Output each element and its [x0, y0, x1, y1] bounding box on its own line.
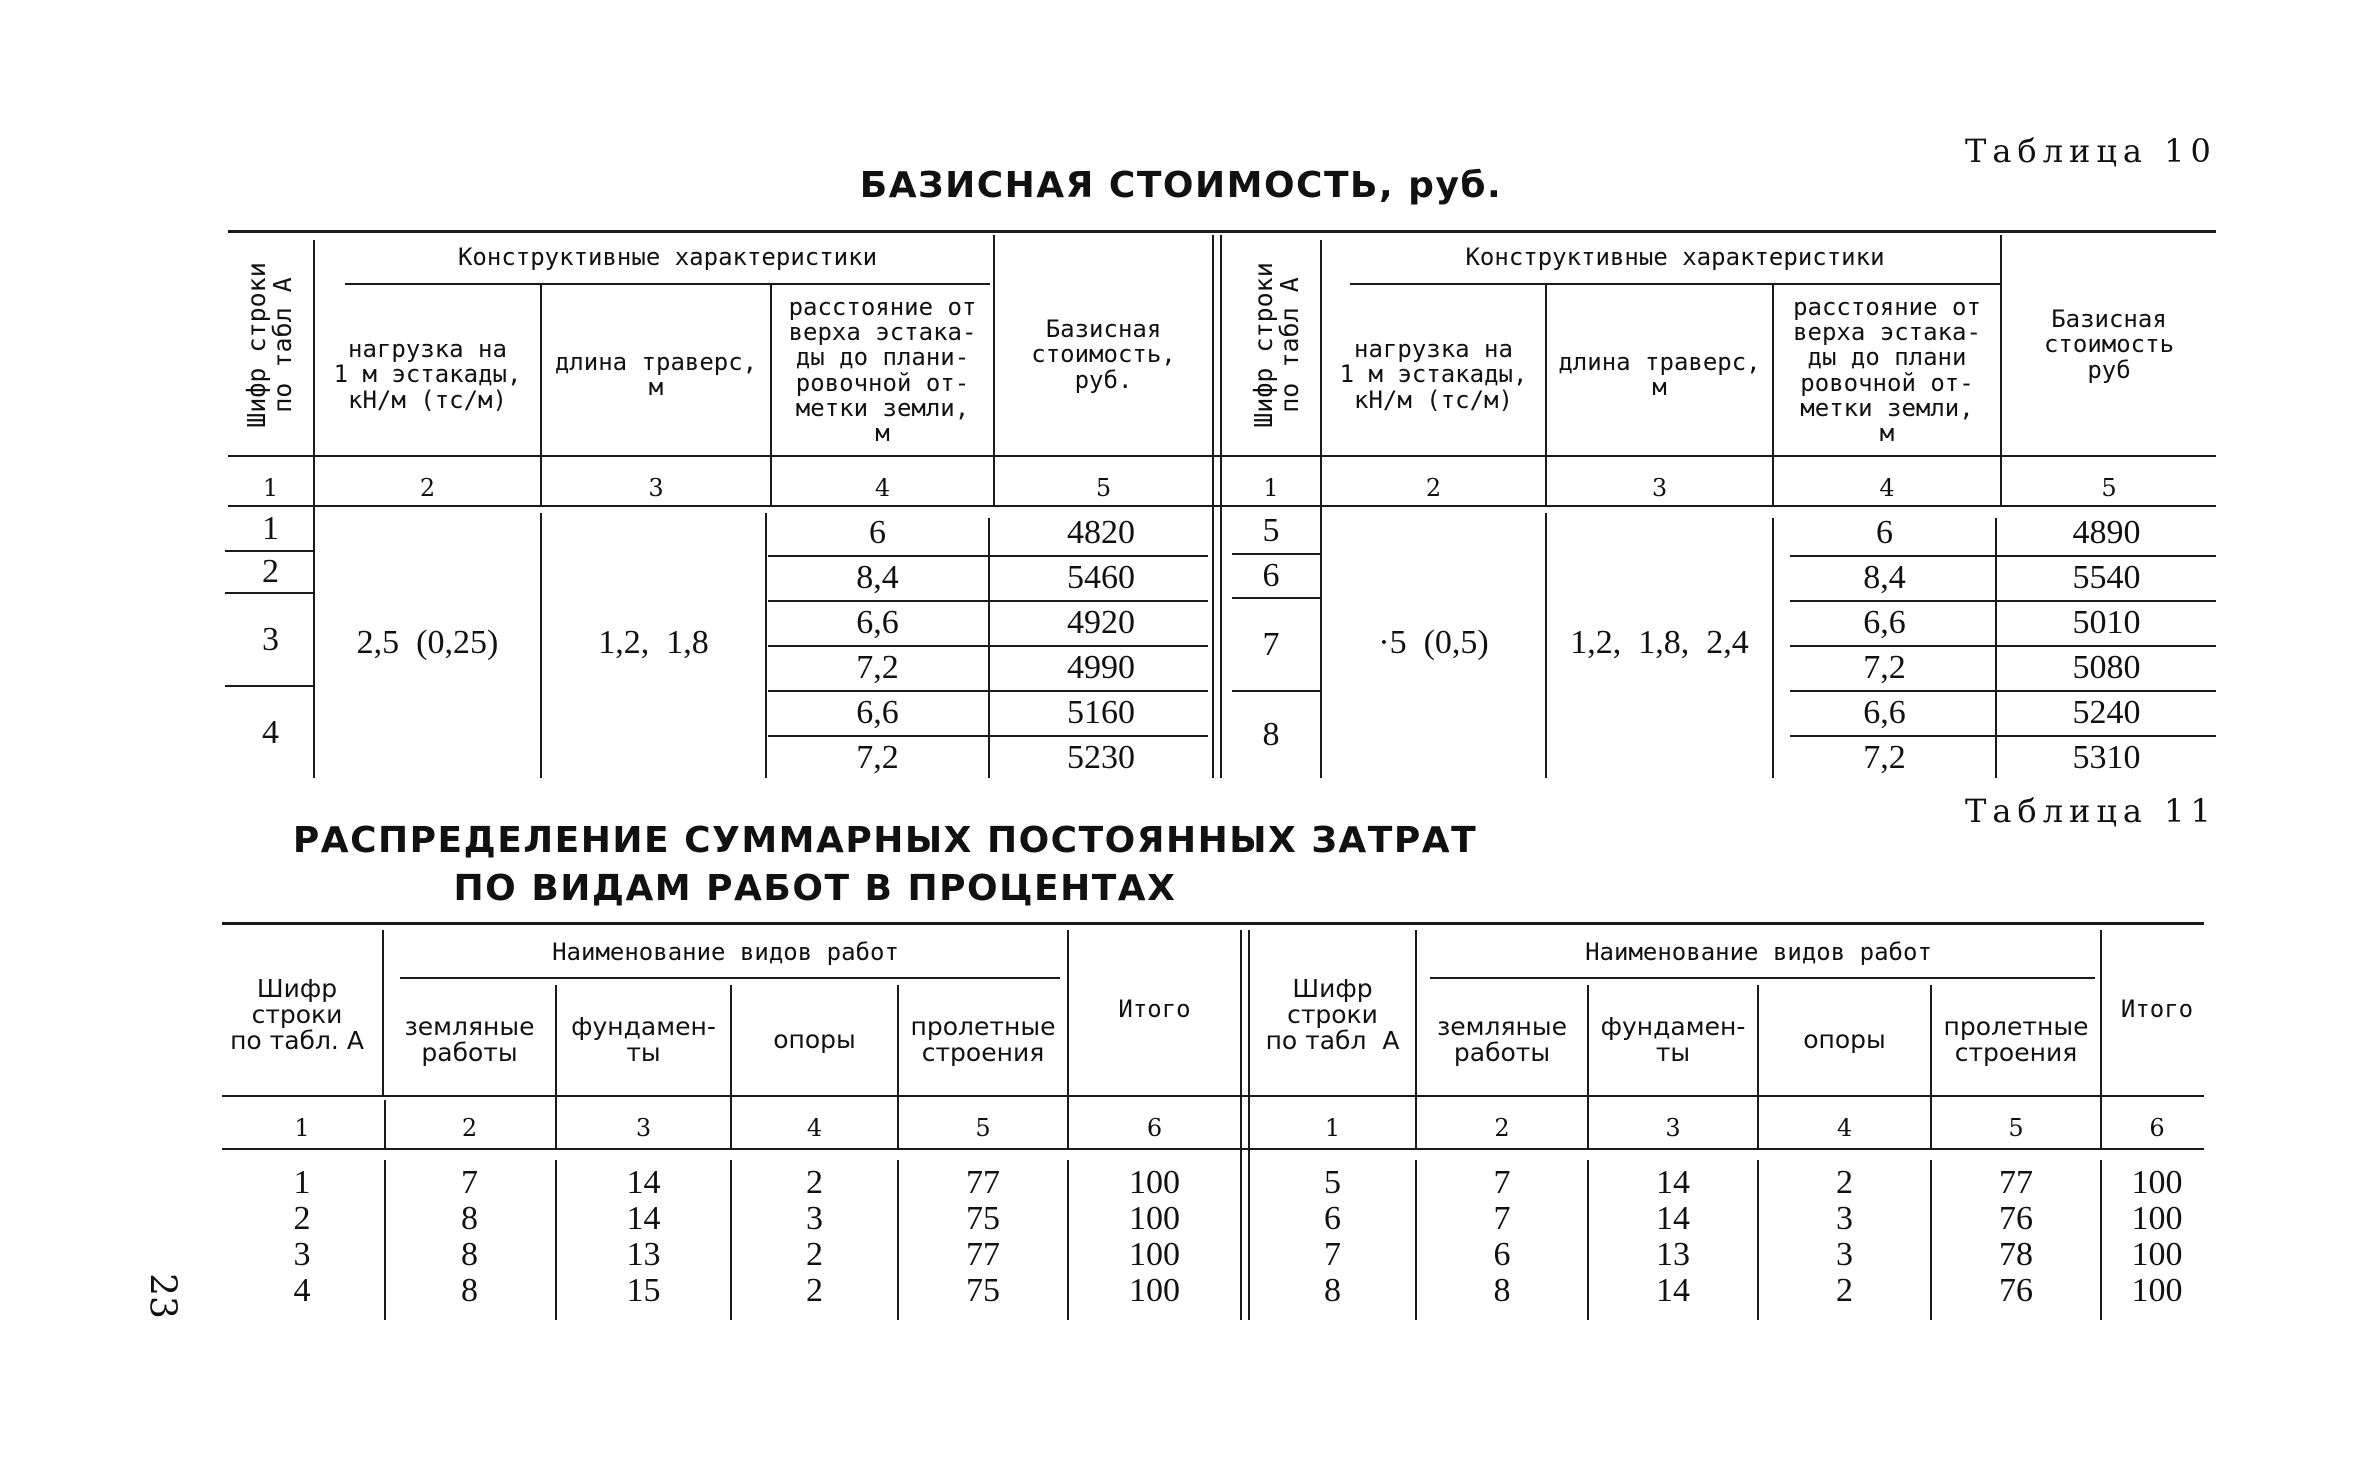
- col-number: 1: [1263, 473, 1279, 502]
- col-number: 4: [874, 473, 891, 502]
- table-10-label: Таблица 10: [1965, 132, 2217, 170]
- table-cell: 3: [806, 1200, 823, 1237]
- length-value: 1,2, 1,8: [598, 624, 709, 661]
- table-cell: 76: [1999, 1200, 2033, 1237]
- table-cell: 7: [461, 1164, 478, 1201]
- cost-value: 5010: [2072, 603, 2141, 641]
- table-10-top-rule: [228, 230, 2216, 233]
- length-value: 1,2, 1,8, 2,4: [1570, 624, 1749, 661]
- distance-value: 7,2: [1863, 738, 1906, 776]
- table-cell: 77: [966, 1164, 1000, 1201]
- table-cell: 100: [1129, 1164, 1180, 1201]
- table-11-right-group-header: Наименование видов работ: [1585, 938, 1932, 967]
- col-number: 6: [1146, 1113, 1163, 1142]
- table-11-left-col-supports: опоры: [773, 1024, 856, 1054]
- table-10-left-length-header: длина траверс, м: [554, 347, 758, 401]
- col-number: 5: [975, 1113, 991, 1142]
- table-cell: 100: [1129, 1272, 1180, 1309]
- cost-value: 4920: [1067, 603, 1135, 641]
- table-cell: 100: [2131, 1236, 2183, 1273]
- table-cell: 14: [1656, 1200, 1690, 1237]
- table-cell: 7: [1493, 1200, 1511, 1237]
- table-11-right-col-spans: пролетные строения: [1943, 1011, 2089, 1067]
- table-cell: 8: [1493, 1272, 1511, 1309]
- cost-value: 5460: [1067, 558, 1135, 596]
- table-11-left-total-header: Итого: [1118, 995, 1191, 1024]
- table-cell: 8: [461, 1236, 478, 1273]
- col-number: 2: [1425, 473, 1442, 502]
- table-10-title: БАЗИСНАЯ СТОИМОСТЬ, руб.: [859, 165, 1503, 206]
- row-code: 8: [1324, 1272, 1341, 1309]
- table-cell: 8: [461, 1200, 478, 1237]
- distance-value: 6,6: [1863, 693, 1906, 731]
- distance-value: 8,4: [856, 558, 899, 596]
- col-number: 6: [2149, 1113, 2165, 1142]
- distance-value: 7,2: [1863, 648, 1906, 686]
- table-10-left-group-rule: [345, 283, 990, 285]
- table-11-left-col-foundations: фундамен- ты: [571, 1011, 716, 1067]
- cost-value: 4990: [1067, 648, 1135, 686]
- cost-value: 5540: [2072, 558, 2141, 596]
- distance-value: 6,6: [856, 603, 899, 641]
- page-number: 23: [141, 1273, 183, 1319]
- table-10-numbers-rule: [228, 505, 2216, 507]
- col-number: 3: [635, 1113, 652, 1142]
- table-cell: 14: [1656, 1272, 1690, 1309]
- row-code: 2: [262, 553, 279, 590]
- row-code: 7: [1262, 625, 1280, 663]
- distance-value: 6,6: [1863, 603, 1906, 641]
- cost-value: 5160: [1067, 693, 1135, 731]
- table-cell: 13: [626, 1236, 661, 1273]
- table-10-right-load-header: нагрузка на 1 м эстакады, кН/м (тс/м): [1339, 335, 1528, 414]
- table-11-numbers-rule: [222, 1148, 2204, 1150]
- cost-value: 4890: [2072, 513, 2141, 551]
- col-number: 4: [806, 1113, 823, 1142]
- load-value: ·5 (0,5): [1378, 624, 1489, 661]
- col-number: 1: [294, 1113, 310, 1142]
- table-10-right-group-rule: [1350, 283, 2000, 285]
- table-cell: 14: [626, 1164, 661, 1201]
- row-code: 1: [293, 1164, 311, 1201]
- row-code: 4: [293, 1272, 311, 1309]
- table-cell: 100: [1129, 1200, 1180, 1237]
- table-cell: 76: [1999, 1272, 2033, 1309]
- table-11-left-col-spans: пролетные строения: [910, 1011, 1056, 1067]
- cost-value: 4820: [1067, 513, 1135, 551]
- row-code: 6: [1324, 1200, 1341, 1237]
- table-10-right-distance-header: расстояние от верха эстака- ды до плани ровочной от- метки земли, м: [1793, 292, 1981, 447]
- table-11-left-col-earth: земляные работы: [404, 1011, 535, 1067]
- table-cell: 14: [626, 1200, 661, 1237]
- table-cell: 100: [2131, 1272, 2183, 1309]
- row-code: 2: [293, 1200, 311, 1237]
- table-10-right-group-header: Конструктивные характеристики: [1465, 243, 1885, 272]
- cost-value: 5230: [1067, 738, 1135, 776]
- table-11-title-line2: ПО ВИДАМ РАБОТ В ПРОЦЕНТАХ: [453, 868, 1177, 909]
- cost-value: 5310: [2072, 738, 2141, 776]
- col-number: 3: [1665, 1113, 1681, 1142]
- row-code: 6: [1262, 557, 1280, 594]
- table-11-title-line1: РАСПРЕДЕЛЕНИЕ СУММАРНЫХ ПОСТОЯННЫХ ЗАТРАТ: [292, 820, 1478, 861]
- distance-value: 7,2: [856, 648, 899, 686]
- table-cell: 2: [806, 1272, 823, 1309]
- col-number: 1: [262, 473, 279, 502]
- table-11-label: Таблица 11: [1965, 792, 2217, 830]
- table-cell: 2: [1836, 1272, 1853, 1309]
- table-11-left-group-header: Наименование видов работ: [552, 938, 899, 967]
- table-cell: 6: [1493, 1236, 1511, 1273]
- distance-value: 7,2: [856, 738, 899, 776]
- row-code: 4: [262, 713, 279, 751]
- table-10-left-distance-header: расстояние от верха эстака- ды до плани- ровочной от- метки земли, м: [788, 292, 977, 447]
- row-code: 5: [1324, 1164, 1341, 1201]
- col-number: 2: [1494, 1113, 1510, 1142]
- row-code: 1: [262, 510, 279, 547]
- table-cell: 100: [2131, 1164, 2183, 1201]
- table-cell: 2: [806, 1164, 823, 1201]
- col-number: 4: [1836, 1113, 1853, 1142]
- table-10-right-cost-header: Базисная стоимость руб: [2043, 305, 2175, 384]
- distance-value: 6: [1876, 513, 1893, 551]
- row-code: 5: [1262, 511, 1280, 549]
- table-cell: 15: [626, 1272, 661, 1309]
- cost-value: 5240: [2072, 693, 2141, 731]
- cost-value: 5080: [2072, 648, 2141, 686]
- table-cell: 2: [806, 1236, 823, 1273]
- table-11-right-shifr-header: Шифр строки по табл А: [1265, 973, 1400, 1056]
- table-cell: 100: [1129, 1236, 1180, 1273]
- col-number: 5: [2101, 473, 2117, 502]
- col-number: 4: [1879, 473, 1895, 502]
- table-cell: 78: [1999, 1236, 2033, 1273]
- col-number: 2: [461, 1113, 478, 1142]
- table-10-left-cost-header: Базисная стоимость, руб.: [1031, 315, 1176, 394]
- table-11-right-total-header: Итого: [2120, 995, 2194, 1024]
- table-10-left-group-header: Конструктивные характеристики: [457, 243, 878, 272]
- distance-value: 6: [869, 513, 886, 551]
- col-number: 1: [1324, 1113, 1341, 1142]
- table-10-right-shifr-header: Шифр строки по табл А: [1248, 262, 1304, 428]
- col-number: 2: [419, 473, 436, 502]
- table-10-right-length-header: длина траверс, м: [1558, 347, 1761, 401]
- table-cell: 3: [1836, 1236, 1853, 1273]
- row-code: 8: [1262, 716, 1280, 753]
- table-cell: 77: [1999, 1164, 2033, 1201]
- col-number: 3: [648, 473, 664, 502]
- col-number: 5: [2008, 1113, 2024, 1142]
- distance-value: 6,6: [856, 693, 899, 731]
- col-number: 5: [1095, 473, 1112, 502]
- table-cell: 2: [1836, 1164, 1853, 1201]
- table-cell: 13: [1656, 1236, 1690, 1273]
- table-cell: 8: [461, 1272, 478, 1309]
- table-cell: 77: [966, 1236, 1000, 1273]
- table-11-right-col-earth: земляные работы: [1436, 1011, 1568, 1067]
- table-10-left-shifr-header: Шифр строки по табл А: [241, 262, 297, 428]
- double-divider-a: [1212, 235, 1214, 778]
- table-cell: 7: [1493, 1164, 1511, 1201]
- table-10-header-rule: [228, 455, 2216, 457]
- table-10-left-load-header: нагрузка на 1 м эстакады, кН/м (тс/м): [333, 335, 522, 414]
- table-11-right-col-supports: опоры: [1803, 1024, 1886, 1054]
- table-11-top-rule: [222, 922, 2204, 925]
- table-11-header-rule: [222, 1095, 2204, 1097]
- double-divider-a: [1240, 930, 1242, 1320]
- col-number: 3: [1651, 473, 1668, 502]
- table-11-right-col-foundations: фундамен- ты: [1600, 1011, 1746, 1067]
- row-code: 7: [1324, 1236, 1341, 1273]
- load-value: 2,5 (0,25): [356, 624, 499, 661]
- row-code: 3: [293, 1236, 311, 1273]
- distance-value: 8,4: [1863, 558, 1906, 596]
- table-cell: 75: [966, 1272, 1000, 1309]
- table-cell: 14: [1656, 1164, 1690, 1201]
- table-11-right-group-rule: [1430, 977, 2095, 979]
- table-cell: 75: [966, 1200, 1000, 1237]
- row-code: 3: [262, 620, 279, 658]
- table-cell: 3: [1836, 1200, 1853, 1237]
- table-11-left-group-rule: [400, 977, 1060, 979]
- table-cell: 100: [2131, 1200, 2183, 1237]
- table-11-left-shifr-header: Шифр строки по табл. А: [230, 973, 364, 1056]
